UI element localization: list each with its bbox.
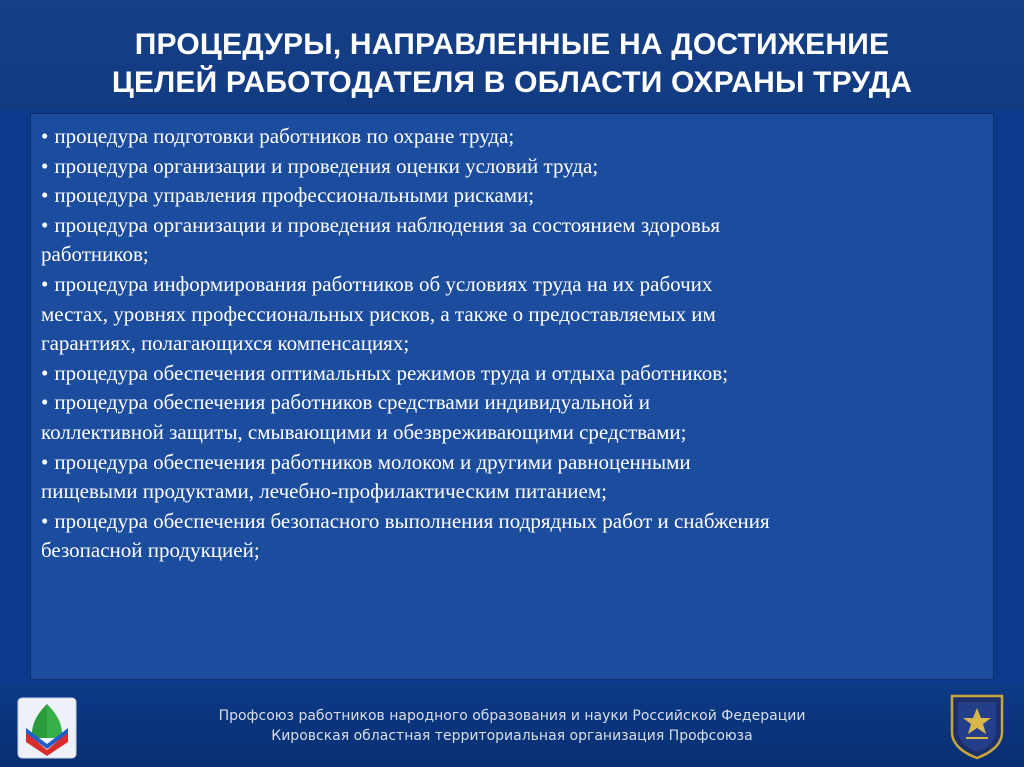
bullet-icon: •: [41, 271, 49, 296]
list-item-text-continued: пищевыми продуктами, лечебно-профилактическим питанием;: [41, 479, 607, 504]
slide-title: [30, 26, 994, 102]
slide-title-line-1: ПРОЦЕДУРЫ, НАПРАВЛЕННЫЕ НА ДОСТИЖЕНИЕ: [134, 28, 890, 61]
list-item: [41, 359, 991, 389]
bullet-icon: •: [41, 183, 49, 208]
bullet-icon: •: [41, 124, 49, 148]
list-item-text: процедура организации и проведения оценки условий труда;: [54, 153, 599, 178]
list-item-text: процедура обеспечения безопасного выполнения подрядных работ и снабжения: [54, 508, 770, 533]
list-item: [41, 448, 991, 507]
procedure-list: [41, 122, 991, 566]
list-item-text-continued: местах, уровнях профессиональных рисков, а также о предоставляемых им: [41, 301, 716, 326]
slide-title-line-2: ЦЕЛЕЙ РАБОТОДАТЕЛЯ В ОБЛАСТИ ОХРАНЫ ТРУДА: [111, 66, 913, 99]
bullet-icon: •: [41, 449, 49, 474]
list-item-text: процедура обеспечения работников средствами индивидуальной и: [54, 390, 650, 415]
list-item: [41, 211, 991, 270]
list-item-text-continued: работников;: [41, 242, 149, 267]
footer-line-2: Кировская областная территориальная организация Профсоюза: [271, 728, 753, 744]
list-item-text: процедура информирования работников об условиях труда на их рабочих: [54, 271, 713, 296]
bullet-icon: •: [41, 360, 49, 385]
list-item: [41, 122, 991, 152]
bullet-icon: •: [41, 508, 49, 533]
footer-organization: [100, 706, 924, 746]
union-emblem-icon: [16, 694, 78, 762]
list-item-text: процедура обеспечения работников молоком и другими равноценными: [54, 449, 691, 474]
bullet-icon: •: [41, 212, 49, 237]
footer-line-1: Профсоюз работников народного образования и науки Российской Федерации: [218, 708, 806, 724]
list-item: [41, 181, 991, 211]
list-item-text-continued: безопасной продукцией;: [41, 538, 260, 563]
list-item: [41, 152, 991, 182]
list-item-text: процедура организации и проведения наблюдения за состоянием здоровья: [54, 212, 721, 237]
bullet-icon: •: [41, 390, 49, 415]
list-item-text-continued: гарантиях, полагающихся компенсациях;: [41, 331, 410, 356]
list-item: [41, 388, 991, 447]
shield-emblem-icon: [948, 692, 1006, 760]
list-item-text-continued: коллективной защиты, смывающими и обезвреживающими средствами;: [41, 419, 687, 444]
list-item-text: процедура обеспечения оптимальных режимов труда и отдыха работников;: [54, 360, 729, 385]
list-item-text: процедура подготовки работников по охране труда;: [54, 124, 515, 148]
bullet-icon: •: [41, 153, 49, 178]
list-item: [41, 507, 991, 566]
list-item-text: процедура управления профессиональными рисками;: [54, 183, 535, 208]
list-item: [41, 270, 991, 359]
